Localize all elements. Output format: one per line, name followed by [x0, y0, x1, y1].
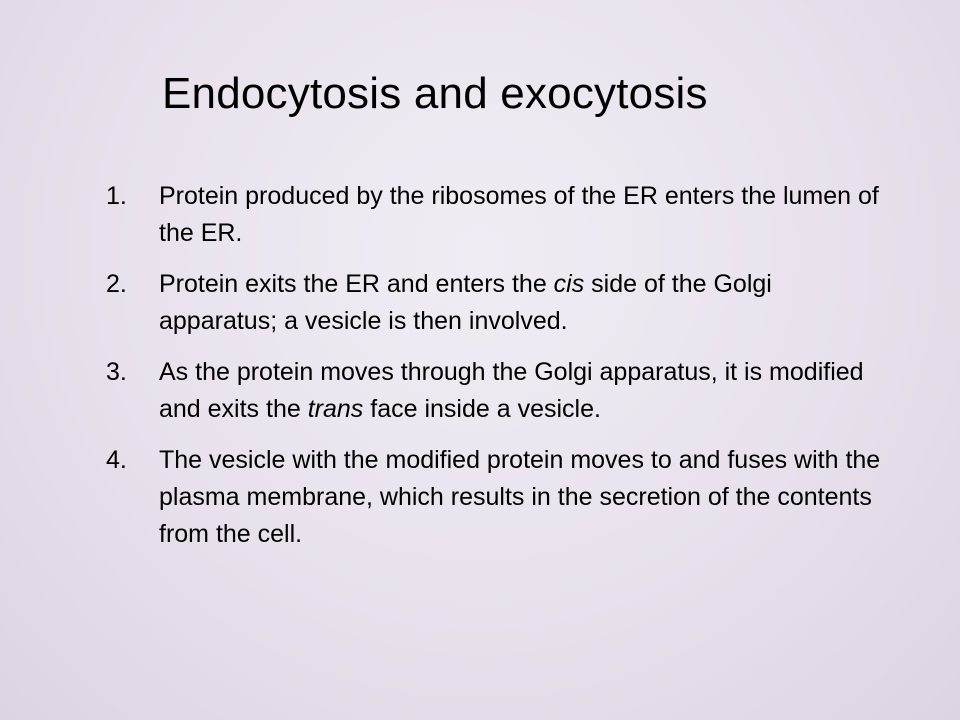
list-item — [106, 354, 896, 428]
slide-title: Endocytosis and exocytosis — [162, 69, 708, 118]
step-text-after: face inside a vesicle. — [363, 395, 601, 423]
step-number: 2. — [106, 270, 127, 298]
step-text-before: Protein exits the ER and enters the — [159, 270, 554, 298]
step-number: 4. — [106, 446, 127, 474]
list-item — [106, 442, 896, 553]
step-number: 1. — [106, 182, 127, 210]
italic-term-cis: cis — [553, 270, 585, 298]
italic-term-trans: trans — [307, 395, 364, 423]
step-text-before: As the protein moves through the Golgi apparatus, it is modified and exits the — [159, 358, 864, 423]
step-number: 3. — [106, 358, 127, 386]
step-text: Protein produced by the ribosomes of the ER enters the lumen of the ER. — [159, 182, 879, 247]
step-text — [159, 270, 772, 335]
step-text: The vesicle with the modified protein moves to and fuses with the plasma membrane, which results in the secretion of the contents from the cell. — [159, 446, 881, 548]
step-text — [159, 358, 864, 423]
list-item — [106, 266, 896, 340]
step-text-after: side of the Golgi apparatus; a vesicle is then involved. — [159, 270, 772, 335]
list-item — [106, 178, 896, 252]
step-list — [106, 178, 896, 567]
